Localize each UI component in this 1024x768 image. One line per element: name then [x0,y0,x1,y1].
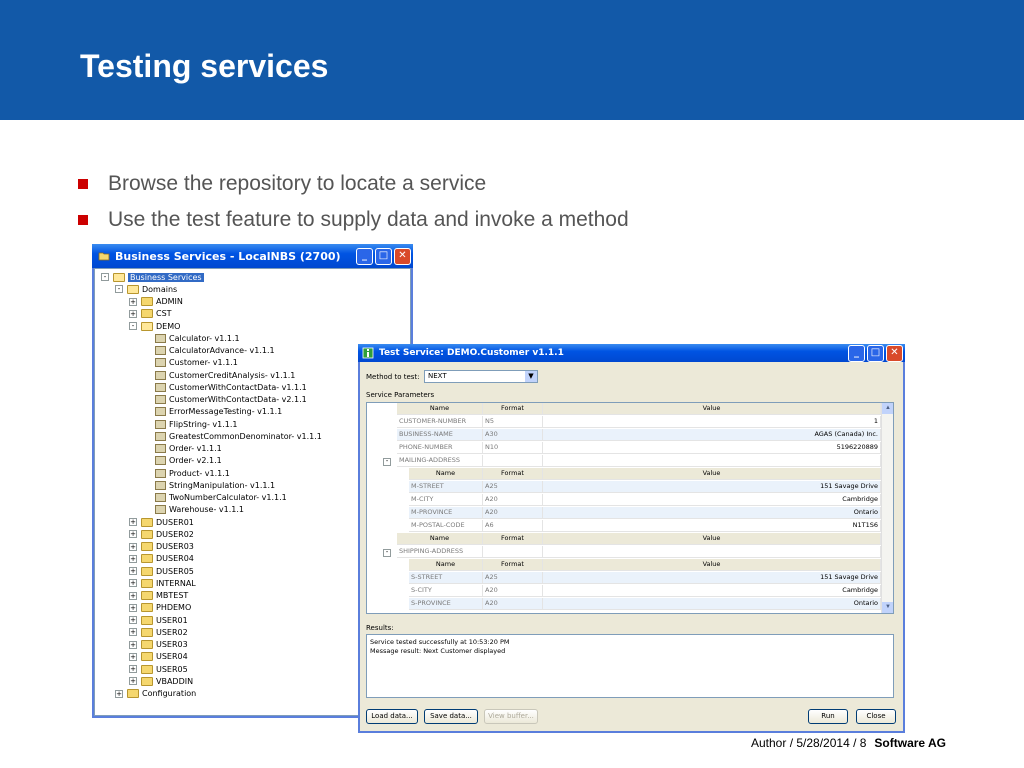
grid-data-row[interactable] [409,585,881,597]
tree-window-titlebar[interactable] [92,244,413,268]
service-icon [155,358,166,367]
bullet-text: Use the test feature to supply data and invoke a method [108,208,629,231]
expand-icon[interactable]: + [130,567,136,575]
tree-service-node[interactable] [143,504,244,516]
folder-icon [141,677,153,686]
tree-service-node[interactable] [143,443,222,455]
expand-icon[interactable]: + [130,665,136,673]
bullet-marker-icon [78,215,88,225]
results-line: Message result: Next Customer displayed [370,647,506,655]
param-value-cell: Value [543,468,881,480]
bullet-marker-icon [78,179,88,189]
param-name-cell: PHONE-NUMBER [397,442,483,454]
grid-data-row[interactable] [409,572,881,584]
save-data-button[interactable]: Save data... [424,709,478,724]
collapse-icon[interactable]: - [129,322,137,330]
close-window-button[interactable] [394,248,411,265]
maximize-icon: □ [378,250,389,261]
close-icon: ✕ [398,250,407,261]
param-value-cell[interactable]: 151 Savage Drive [543,572,881,584]
folder-icon [141,518,153,527]
folder-icon [141,603,153,612]
param-name-cell: CUSTOMER-NUMBER [397,416,483,428]
param-name-cell: Name [397,533,483,545]
param-name-cell: M-POSTAL-CODE [409,520,483,532]
tree-folder-node[interactable] [129,565,194,577]
param-name-cell: Name [397,403,483,415]
param-name-cell: S-PROVINCE [409,598,483,610]
tree-node-label: USER02 [156,627,188,637]
tree-service-node[interactable] [143,467,230,479]
tree-node-label: VBADDIN [156,676,194,686]
param-format-cell: A20 [483,494,543,506]
folder-icon [141,640,153,649]
tree-folder-node[interactable] [129,590,188,602]
tree-service-node[interactable] [143,479,275,491]
folder-icon [141,297,153,306]
folder-open-icon [113,273,125,282]
param-value-cell: Value [543,403,881,415]
results-box[interactable] [366,634,894,698]
tree-service-node[interactable] [143,492,287,504]
expand-icon[interactable]: + [130,530,136,539]
service-icon [155,371,166,380]
grid-data-row[interactable] [409,598,881,610]
param-name-cell: Name [409,559,483,571]
param-format-cell: Format [483,403,543,415]
tree-node-label: DUSER01 [156,517,194,527]
param-name-cell: M-PROVINCE [409,507,483,519]
collapse-icon[interactable]: - [383,549,391,557]
param-name-cell: S-CITY [409,585,483,597]
tree-node-label: MBTEST [156,591,189,600]
tree-window-title: Business Services - LocalNBS (2700) [115,249,341,263]
param-format-cell: A25 [483,572,543,584]
tree-node-label: Order- v2.1.1 [169,456,222,466]
tree-node-label: CustomerCreditAnalysis- v1.1.1 [169,370,296,380]
test-window-title: Test Service: DEMO.Customer v1.1.1 [379,348,564,358]
tree-node-label: CustomerWithContactData- v2.1.1 [169,395,307,404]
method-select-value: NEXT [428,372,447,380]
expand-icon[interactable]: + [130,518,136,526]
expand-icon[interactable]: + [130,640,136,649]
tree-folder-node[interactable] [129,577,196,589]
param-value-cell[interactable]: Ontario [543,507,881,519]
grid-data-row[interactable] [397,429,881,441]
minimize-button[interactable] [356,248,373,265]
close-icon: ✕ [890,347,899,358]
service-icon [155,456,166,465]
param-format-cell: A20 [483,598,543,610]
expand-icon[interactable]: + [116,689,122,698]
param-format-cell: A20 [483,507,543,519]
expand-icon[interactable]: + [130,603,136,612]
tree-node-label: USER05 [156,664,188,674]
tree-folder-node[interactable] [129,651,188,663]
footer-author: Author / 5/28/2014 / 8 [751,736,867,750]
folder-icon [141,554,153,563]
folder-icon [141,616,153,625]
grid-data-row[interactable] [409,520,881,532]
grid-data-row[interactable] [397,416,881,428]
tree-service-node[interactable] [143,406,282,418]
grid-header-row [409,559,881,571]
run-button[interactable]: Run [808,709,848,724]
footer [751,736,946,750]
service-icon [155,395,166,404]
param-format-cell: A20 [483,585,543,597]
param-format-cell: Format [483,559,543,571]
param-name-cell: SHIPPING-ADDRESS [397,546,483,558]
close-window-button[interactable] [886,345,903,362]
grid-header-row [397,403,881,415]
expand-icon[interactable]: + [130,309,136,318]
grid-header-row [409,468,881,480]
folder-icon [141,579,153,588]
expand-icon[interactable]: + [130,579,136,588]
param-value-cell[interactable]: N1T1S6 [543,520,881,532]
tree-node-label: Domains [142,284,178,294]
folder-open-icon [98,250,110,262]
service-icon [155,444,166,453]
param-value-cell [543,546,881,558]
service-icon [155,432,166,441]
bullet-text: Browse the repository to locate a service [108,172,487,195]
service-icon [155,334,166,343]
tree-service-node[interactable] [143,418,238,430]
tree-node-label: ADMIN [156,297,183,306]
service-icon [155,505,166,514]
service-parameters-grid [366,402,894,614]
tree-folder-node[interactable] [129,553,194,565]
param-format-cell [483,546,543,558]
param-name-cell: Name [409,468,483,480]
param-format-cell [483,455,543,467]
load-data-button[interactable]: Load data... [366,709,418,724]
tree-node-label: Configuration [142,689,197,698]
grid-data-row[interactable] [409,507,881,519]
expand-icon[interactable]: + [130,677,136,686]
tree-service-node[interactable] [143,369,295,381]
folder-icon [141,628,153,637]
param-name-cell: BUSINESS-NAME [397,429,483,441]
bullet-item [78,202,629,238]
expand-icon[interactable]: + [130,591,136,600]
tree-node-label: PHDEMO [156,603,192,613]
param-name-cell: MAILING-ADDRESS [397,455,483,467]
tree-folder-node[interactable] [129,602,191,614]
minimize-button[interactable] [848,345,865,362]
tree-folder-node[interactable] [129,308,172,320]
slide-title: Testing services [80,48,329,84]
collapse-icon[interactable]: - [383,458,391,466]
param-format-cell: Format [483,533,543,545]
tree-node-label: Customer- v1.1.1 [169,358,238,368]
tree-node-label: DUSER04 [156,554,194,564]
param-value-cell[interactable]: Cambridge [543,494,881,506]
folder-icon [141,309,153,318]
collapse-icon[interactable]: - [101,273,109,281]
tree-node-label: GreatestCommonDenominator- v1.1.1 [169,431,322,441]
tree-node-label: CalculatorAdvance- v1.1.1 [169,346,275,355]
expand-icon[interactable]: + [130,554,136,563]
expand-icon[interactable]: + [130,542,136,551]
test-service-window [358,344,905,733]
tree-node-label: TwoNumberCalculator- v1.1.1 [169,493,287,502]
tree-folder-node[interactable] [129,675,193,687]
folder-icon [141,542,153,551]
collapse-icon[interactable]: - [115,285,123,293]
info-icon [362,347,374,359]
folder-icon [141,591,153,600]
title-band [0,0,1024,120]
folder-icon [141,530,153,539]
param-format-cell: A25 [483,481,543,493]
grid-data-row[interactable] [397,442,881,454]
tree-node-label: INTERNAL [156,578,196,588]
tree-folder-node[interactable] [129,528,194,540]
tree-folder-node[interactable] [129,516,194,528]
param-format-cell: N10 [483,442,543,454]
maximize-button[interactable] [867,345,884,362]
param-value-cell[interactable]: AGAS (Canada) Inc. [543,429,881,441]
param-value-cell: Value [543,559,881,571]
grid-data-row[interactable] [409,494,881,506]
param-value-cell[interactable]: 151 Savage Drive [543,481,881,493]
expand-icon[interactable]: + [130,616,136,624]
footer-brand: Software AG [874,736,946,750]
tree-node-label: DUSER05 [156,566,194,576]
tree-folder-node[interactable] [115,283,177,295]
param-format-cell: Format [483,468,543,480]
tree-node-label: Product- v1.1.1 [169,468,230,478]
method-select[interactable] [424,370,538,383]
tree-folder-node[interactable] [129,614,188,626]
param-value-cell: Value [543,533,881,545]
expand-icon[interactable]: + [130,297,136,306]
bullet-list [78,166,629,238]
folder-icon [141,665,153,674]
tree-service-node[interactable] [143,430,322,442]
param-name-cell: M-STREET [409,481,483,493]
minimize-icon: _ [854,347,859,358]
tree-service-node[interactable] [143,455,222,467]
param-value-cell[interactable]: 5196220889 [543,442,881,454]
results-line: Service tested successfully at 10:53:20 PM [370,638,510,646]
params-scrollbar[interactable] [881,403,893,613]
param-format-cell: A30 [483,429,543,441]
tree-folder-node[interactable] [129,296,183,308]
tree-service-node[interactable] [143,345,275,357]
param-name-cell: S-STREET [409,572,483,584]
tree-node-label: USER04 [156,652,188,662]
tree-service-node[interactable] [143,394,307,406]
param-format-cell: A6 [483,520,543,532]
folder-icon [141,652,153,661]
tree-node-label: FlipString- v1.1.1 [169,419,238,429]
tree-node-label: Calculator- v1.1.1 [169,333,240,343]
folder-open-icon [127,285,139,294]
grid-group-row[interactable] [397,546,881,558]
param-value-cell[interactable]: 1 [543,416,881,428]
grid-header-row [397,533,881,545]
tree-node-label: ErrorMessageTesting- v1.1.1 [169,407,283,417]
bullet-item [78,166,629,202]
expand-icon[interactable]: + [130,628,136,637]
param-value-cell[interactable]: Ontario [543,598,881,610]
service-icon [155,420,166,429]
service-icon [155,469,166,478]
maximize-button[interactable] [375,248,392,265]
tree-folder-node[interactable] [129,663,188,675]
folder-icon [127,689,139,698]
tree-node-label: DEMO [156,321,181,331]
tree-node-label: StringManipulation- v1.1.1 [169,480,276,490]
tree-node-label: DUSER02 [156,529,194,539]
scroll-up-icon[interactable]: ▲ [882,403,894,414]
tree-node-label: DUSER03 [156,542,194,551]
grid-data-row[interactable] [409,481,881,493]
tree-node-label: CustomerWithContactData- v1.1.1 [169,382,307,392]
tree-service-node[interactable] [143,381,307,393]
tree-service-node[interactable] [143,332,240,344]
tree-service-node[interactable] [143,357,238,369]
tree-folder-node[interactable] [101,271,204,283]
service-icon [155,493,166,502]
scroll-down-icon[interactable]: ▼ [882,602,894,613]
minimize-icon: _ [362,250,367,261]
folder-open-icon [141,322,153,331]
grid-group-row[interactable] [397,455,881,467]
tree-folder-node[interactable] [129,320,180,332]
tree-node-label: USER01 [156,615,188,625]
tree-node-label: Warehouse- v1.1.1 [169,505,244,515]
tree-node-label: USER03 [156,640,188,649]
method-label: Method to test: [366,373,420,381]
param-format-cell: N5 [483,416,543,428]
param-value-cell[interactable]: Cambridge [543,585,881,597]
maximize-icon: □ [870,347,881,358]
tree-folder-node[interactable] [129,639,188,651]
tree-node-label: CST [156,309,172,319]
folder-icon [141,567,153,576]
service-icon [155,346,166,355]
view-buffer-button[interactable]: View buffer... [484,709,538,724]
service-icon [155,407,166,416]
tree-folder-node[interactable] [129,541,194,553]
param-name-cell: M-CITY [409,494,483,506]
results-label: Results: [366,624,394,632]
close-button[interactable]: Close [856,709,896,724]
test-window-titlebar[interactable] [358,344,905,362]
service-icon [155,481,166,490]
chevron-down-icon[interactable]: ▼ [525,371,537,382]
tree-node-label: Business Services [130,272,202,282]
param-value-cell [543,455,881,467]
service-icon [155,383,166,392]
tree-node-label: Order- v1.1.1 [169,444,222,453]
tree-folder-node[interactable] [129,626,188,638]
tree-folder-node[interactable] [115,688,196,700]
expand-icon[interactable]: + [130,652,136,661]
service-parameters-label: Service Parameters [366,391,435,399]
